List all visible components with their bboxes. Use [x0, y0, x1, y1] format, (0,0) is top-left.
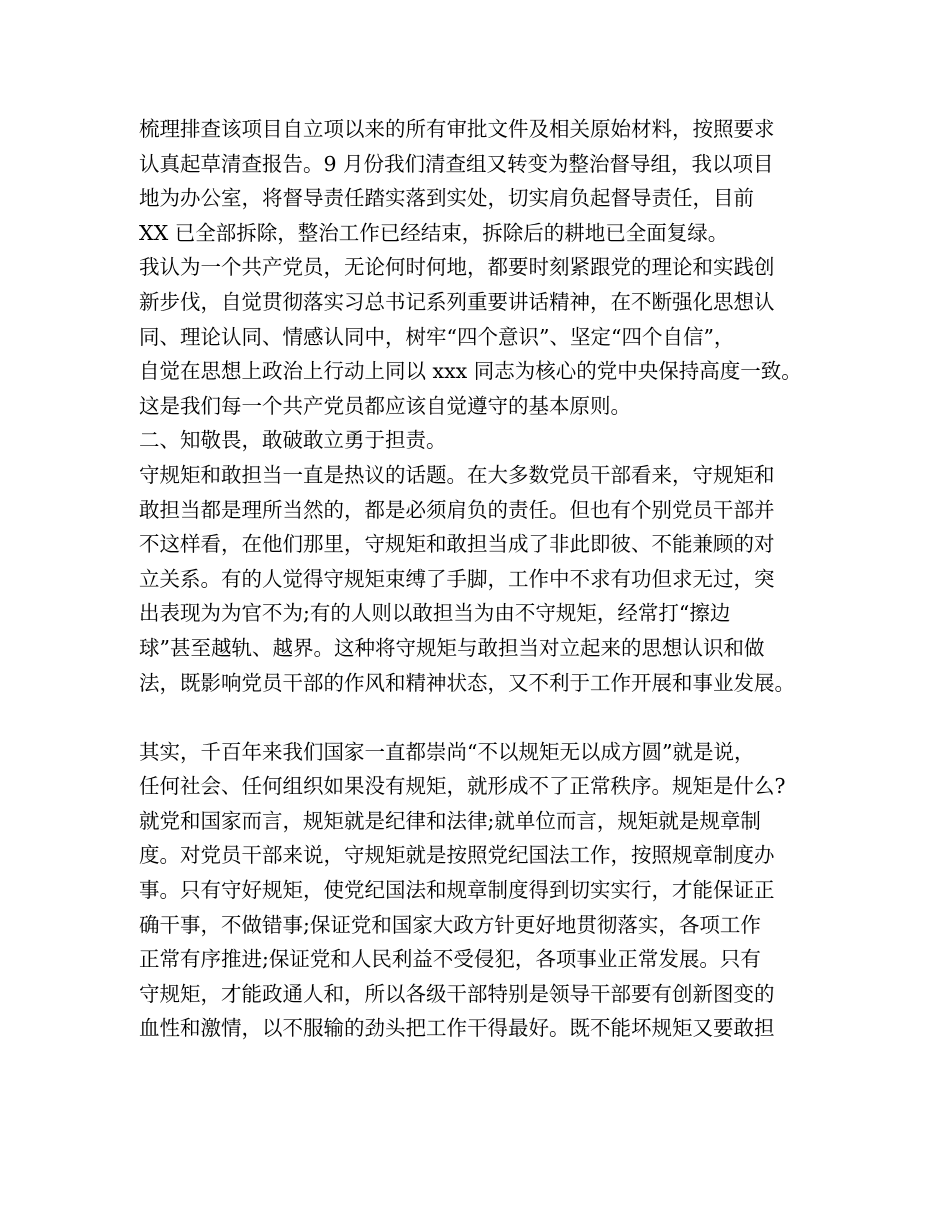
paragraph-party-member-principle	[139, 250, 829, 423]
text-line: 任何社会、任何组织如果没有规矩，就形成不了正常秩序。规矩是什么?	[139, 774, 786, 799]
text-line: 出表现为为官不为;有的人则以敢担当为由不守规矩，经常打“擦边	[139, 601, 731, 626]
section-heading-text: 二、知敬畏，敢破敢立勇于担责。	[139, 428, 447, 453]
text-line: 其实，千百年来我们国家一直都崇尚“不以规矩无以成方圆”就是说，	[139, 739, 755, 764]
text-line: 守规矩和敢担当一直是热议的话题。在大多数党员干部看来，守规矩和	[139, 462, 775, 487]
text-line: 立关系。有的人觉得守规矩束缚了手脚，工作中不求有功但求无过，突	[139, 566, 775, 591]
text-line: 事。只有守好规矩，使党纪国法和规章制度得到切实实行，才能保证正	[139, 878, 775, 903]
text-line: 就党和国家而言，规矩就是纪律和法律;就单位而言，规矩就是规章制	[139, 808, 761, 833]
text-line: 血性和激情，以不服输的劲头把工作干得最好。既不能坏规矩又要敢担	[139, 1016, 775, 1041]
text-line: 不这样看，在他们那里，守规矩和敢担当成了非此即彼、不能兼顾的对	[139, 532, 775, 557]
text-line: 正常有序推进;保证党和人民利益不受侵犯，各项事业正常发展。只有	[139, 947, 761, 972]
text-line: 梳理排查该项目自立项以来的所有审批文件及相关原始材料，按照要求	[139, 117, 775, 141]
text-line: 我认为一个共产党员，无论何时何地，都要时刻紧跟党的理论和实践创	[139, 255, 775, 280]
text-line: 认真起草清查报告。9 月份我们清查组又转变为整治督导组，我以项目	[139, 151, 774, 176]
text-line: 法，既影响党员干部的作风和精神状态，又不利于工作开展和事业发展。	[139, 670, 795, 695]
text-line: 度。对党员干部来说，守规矩就是按照党纪国法工作，按照规章制度办	[139, 843, 775, 868]
paragraph-spacer	[139, 700, 829, 735]
text-line: 新步伐，自觉贯彻落实习总书记系列重要讲话精神，在不断强化思想认	[139, 289, 775, 314]
text-line: XX 已全部拆除，整治工作已经结束，拆除后的耕地已全面复绿。	[139, 220, 729, 245]
paragraph-rules-and-responsibility	[139, 458, 829, 700]
paragraph-project-cleanup	[139, 112, 829, 250]
text-line: 敢担当都是理所当然的，都是必须肩负的责任。但也有个别党员干部并	[139, 497, 775, 522]
document-body	[139, 112, 829, 1046]
text-line: 守规矩，才能政通人和，所以各级干部特别是领导干部要有创新图变的	[139, 981, 775, 1006]
text-line: 这是我们每一个共产党员都应该自觉遵守的基本原则。	[139, 393, 631, 418]
paragraph-meaning-of-rules	[139, 735, 829, 1046]
text-line: 同、理论认同、情感认同中，树牢“四个意识”、坚定“四个自信”，	[139, 324, 735, 349]
text-line: 球”甚至越轨、越界。这种将守规矩与敢担当对立起来的思想认识和做	[139, 635, 765, 660]
section-heading	[139, 423, 829, 458]
text-line: 确干事，不做错事;保证党和国家大政方针更好地贯彻落实，各项工作	[139, 912, 761, 937]
text-line: 自觉在思想上政治上行动上同以 xxx 同志为核心的党中央保持高度一致。	[139, 359, 802, 384]
text-line: 地为办公室，将督导责任踏实落到实处，切实肩负起督导责任，目前	[139, 186, 754, 211]
